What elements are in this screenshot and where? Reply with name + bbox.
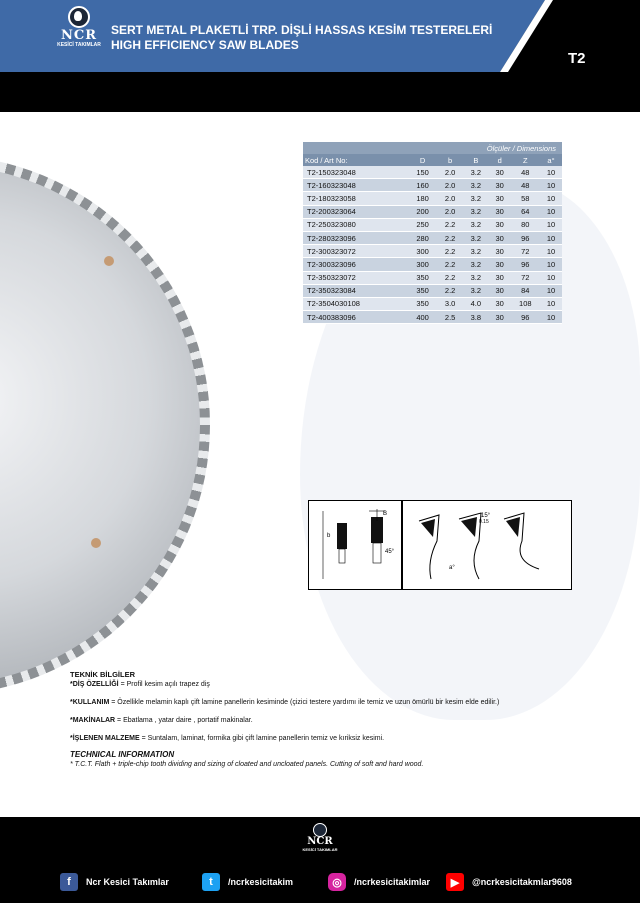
table-row [303, 297, 562, 310]
table-cell: 10 [540, 297, 562, 310]
table-cell: 2.2 [437, 218, 463, 231]
table-cell: 2.2 [437, 258, 463, 271]
table-cell: 3.2 [463, 284, 489, 297]
table-cell: 84 [511, 284, 540, 297]
table-cell: 30 [489, 218, 511, 231]
table-cell: 350 [408, 297, 437, 310]
twitter-icon: t [202, 873, 220, 891]
table-cell: 30 [489, 311, 511, 324]
facebook-link[interactable] [60, 872, 169, 892]
facebook-label: Ncr Kesici Takımlar [86, 877, 169, 887]
dimensions-table [303, 142, 562, 324]
makina-label: *MAKİNALAR [70, 717, 116, 724]
table-cell: 2.0 [437, 192, 463, 205]
table-cell: 30 [489, 297, 511, 310]
footer-logo-text: NCR [307, 836, 333, 847]
tech-makina [70, 716, 570, 726]
table-cell: 3.2 [463, 231, 489, 244]
table-cell: 3.2 [463, 179, 489, 192]
youtube-label: @ncrkesicitakmlar9608 [472, 877, 572, 887]
table-header-cell: Z [511, 154, 540, 166]
table-cell: 64 [511, 205, 540, 218]
table-cell: 3.2 [463, 205, 489, 218]
table-cell: T2-3504030108 [303, 297, 408, 310]
table-cell: 2.0 [437, 205, 463, 218]
footer [0, 817, 640, 903]
table-cell: 200 [408, 205, 437, 218]
table-cell: 96 [511, 258, 540, 271]
technical-info [70, 670, 570, 770]
table-cell: 3.0 [437, 297, 463, 310]
table-cell: 280 [408, 231, 437, 244]
table-cell: 30 [489, 271, 511, 284]
table-cell: 10 [540, 192, 562, 205]
table-row [303, 166, 562, 179]
table-cell: 48 [511, 166, 540, 179]
cross-section-drawing [323, 509, 395, 579]
table-cell: 72 [511, 245, 540, 258]
table-cell: 10 [540, 205, 562, 218]
table-cell: 10 [540, 179, 562, 192]
youtube-icon: ▶ [446, 873, 464, 891]
title-tr: SERT METAL PLAKETLİ TRP. DİŞLİ HASSAS KESİM TESTERELERİ [111, 23, 493, 37]
footer-logo-icon [313, 823, 327, 837]
label-B: B [383, 511, 388, 517]
blade-pin-hole [91, 538, 101, 548]
table-cell: 180 [408, 192, 437, 205]
table-cell: 30 [489, 245, 511, 258]
table-cell: 3.2 [463, 271, 489, 284]
table-cell: 108 [511, 297, 540, 310]
tech-dis [70, 680, 570, 690]
table-caption: Ölçüler / Dimensions [303, 142, 562, 154]
table-row [303, 258, 562, 271]
table-cell: T2-400383096 [303, 311, 408, 324]
twitter-link[interactable] [202, 872, 293, 892]
table-row [303, 231, 562, 244]
table-cell: 10 [540, 284, 562, 297]
table-cell: 2.2 [437, 284, 463, 297]
table-cell: 10 [540, 245, 562, 258]
table-cell: 30 [489, 179, 511, 192]
malzeme-label: *İŞLENEN MALZEME [70, 735, 140, 742]
tooth-diagram-svg [309, 501, 571, 589]
table-cell: 160 [408, 179, 437, 192]
table-cell: 3.2 [463, 258, 489, 271]
table-cell: 400 [408, 311, 437, 324]
header-logo [56, 6, 102, 49]
table-cell: 58 [511, 192, 540, 205]
kullanim-text: = Özellikle melamin kaplı çift lamine panellerin kesiminde (çizici testere yardımı ile temiz ve uzun ömürlü bir kesim elde edilir.) [109, 699, 500, 706]
table-cell: T2-300323072 [303, 245, 408, 258]
table-cell: 30 [489, 192, 511, 205]
label-015: 0.15 [479, 519, 489, 525]
logo-text: NCR [60, 28, 98, 43]
table-cell: 3.8 [463, 311, 489, 324]
table-cell: 3.2 [463, 245, 489, 258]
table-header-cell: Kod / Art No: [303, 154, 408, 166]
table-header-cell: b [437, 154, 463, 166]
twitter-label: /ncrkesicitakim [228, 877, 294, 887]
table-cell: T2-250323080 [303, 218, 408, 231]
table-cell: T2-350323072 [303, 271, 408, 284]
table-cell: 72 [511, 271, 540, 284]
table-cell: 10 [540, 218, 562, 231]
logo-icon [68, 6, 90, 28]
logo-subtext: KESİCİ TAKIMLAR [57, 42, 101, 48]
table-cell: T2-180323058 [303, 192, 408, 205]
table-cell: 2.5 [437, 311, 463, 324]
table-cell: 3.2 [463, 218, 489, 231]
table-header-row [303, 154, 562, 166]
facebook-icon: f [60, 873, 78, 891]
table-header-cell: B [463, 154, 489, 166]
table-cell: 30 [489, 166, 511, 179]
saw-blade-image [0, 165, 200, 685]
table-cell: 3.2 [463, 166, 489, 179]
instagram-icon: ◎ [328, 873, 346, 891]
table-cell: 2.2 [437, 271, 463, 284]
instagram-link[interactable] [328, 872, 430, 892]
table-cell: 10 [540, 231, 562, 244]
table-cell: 96 [511, 311, 540, 324]
table-cell: 10 [540, 311, 562, 324]
label-b: b [327, 533, 331, 539]
table-row [303, 271, 562, 284]
table-cell: T2-280323096 [303, 231, 408, 244]
table-cell: 30 [489, 284, 511, 297]
makina-text: = Ebatlama , yatar daire , portatif makinalar. [115, 717, 253, 724]
table-header-cell: d [489, 154, 511, 166]
table-header-cell: a° [540, 154, 562, 166]
kullanim-label: *KULLANIM [70, 699, 110, 706]
tech-en-heading: TECHNICAL INFORMATION [70, 750, 175, 759]
side-profile-drawing [419, 513, 539, 579]
tech-malzeme [70, 734, 570, 744]
label-a: a° [449, 565, 455, 571]
table-cell: 350 [408, 284, 437, 297]
table-cell: 250 [408, 218, 437, 231]
footer-logo [300, 823, 340, 852]
tech-heading: TEKNİK BİLGİLER [70, 670, 135, 679]
table-row [303, 311, 562, 324]
table-cell: 30 [489, 205, 511, 218]
table-row [303, 284, 562, 297]
table-cell: 48 [511, 179, 540, 192]
table-cell: 10 [540, 258, 562, 271]
table-cell: T2-150323048 [303, 166, 408, 179]
table-cell: 300 [408, 245, 437, 258]
table-row [303, 245, 562, 258]
table-cell: 300 [408, 258, 437, 271]
product-code: T2 [568, 50, 586, 67]
table-cell: 3.2 [463, 192, 489, 205]
tech-en-text: * T.C.T. Flath + triple-chip tooth dividing and sizing of cloated and uncloated panels. Cutting of soft and hard wood. [70, 761, 424, 768]
table-cell: 10 [540, 166, 562, 179]
malzeme-text: = Suntalam, laminat, formika gibi çift lamine panellerin temiz ve kıriksiz kesimi. [139, 735, 385, 742]
footer-logo-subtext: KESİCİ TAKIMLAR [302, 847, 338, 852]
label-angle-45: 45° [385, 549, 395, 555]
table-cell: 2.2 [437, 245, 463, 258]
table-cell: T2-160323048 [303, 179, 408, 192]
tooth-geometry-diagram [308, 500, 572, 590]
table-cell: 30 [489, 258, 511, 271]
youtube-link[interactable] [446, 872, 572, 892]
tooth-body [337, 523, 347, 549]
table-row [303, 179, 562, 192]
table-row [303, 192, 562, 205]
title-en: HIGH EFFICIENCY SAW BLADES [111, 38, 299, 52]
dis-label: *DİŞ ÖZELLİĞİ [70, 681, 119, 688]
table-cell: 2.2 [437, 231, 463, 244]
table-cell: 2.0 [437, 179, 463, 192]
table-cell: 96 [511, 231, 540, 244]
table-cell: T2-350323084 [303, 284, 408, 297]
table-cell: T2-300323096 [303, 258, 408, 271]
blade-pin-hole [104, 256, 114, 266]
table-cell: 350 [408, 271, 437, 284]
tech-kullanim [70, 698, 570, 708]
table-row [303, 205, 562, 218]
table-cell: 10 [540, 271, 562, 284]
table-cell: 150 [408, 166, 437, 179]
instagram-label: /ncrkesicitakimlar [354, 877, 431, 887]
table-cell: 30 [489, 231, 511, 244]
dis-text: = Profil kesim açılı trapez diş [118, 681, 210, 688]
header [0, 0, 640, 112]
table-body [303, 166, 562, 324]
diagram-divider [401, 501, 403, 589]
table-header-cell: D [408, 154, 437, 166]
label-angle-15: 15° [481, 513, 491, 519]
table-cell: 80 [511, 218, 540, 231]
table-cell: T2-200323064 [303, 205, 408, 218]
table-cell: 4.0 [463, 297, 489, 310]
table-cell: 2.0 [437, 166, 463, 179]
table-row [303, 218, 562, 231]
